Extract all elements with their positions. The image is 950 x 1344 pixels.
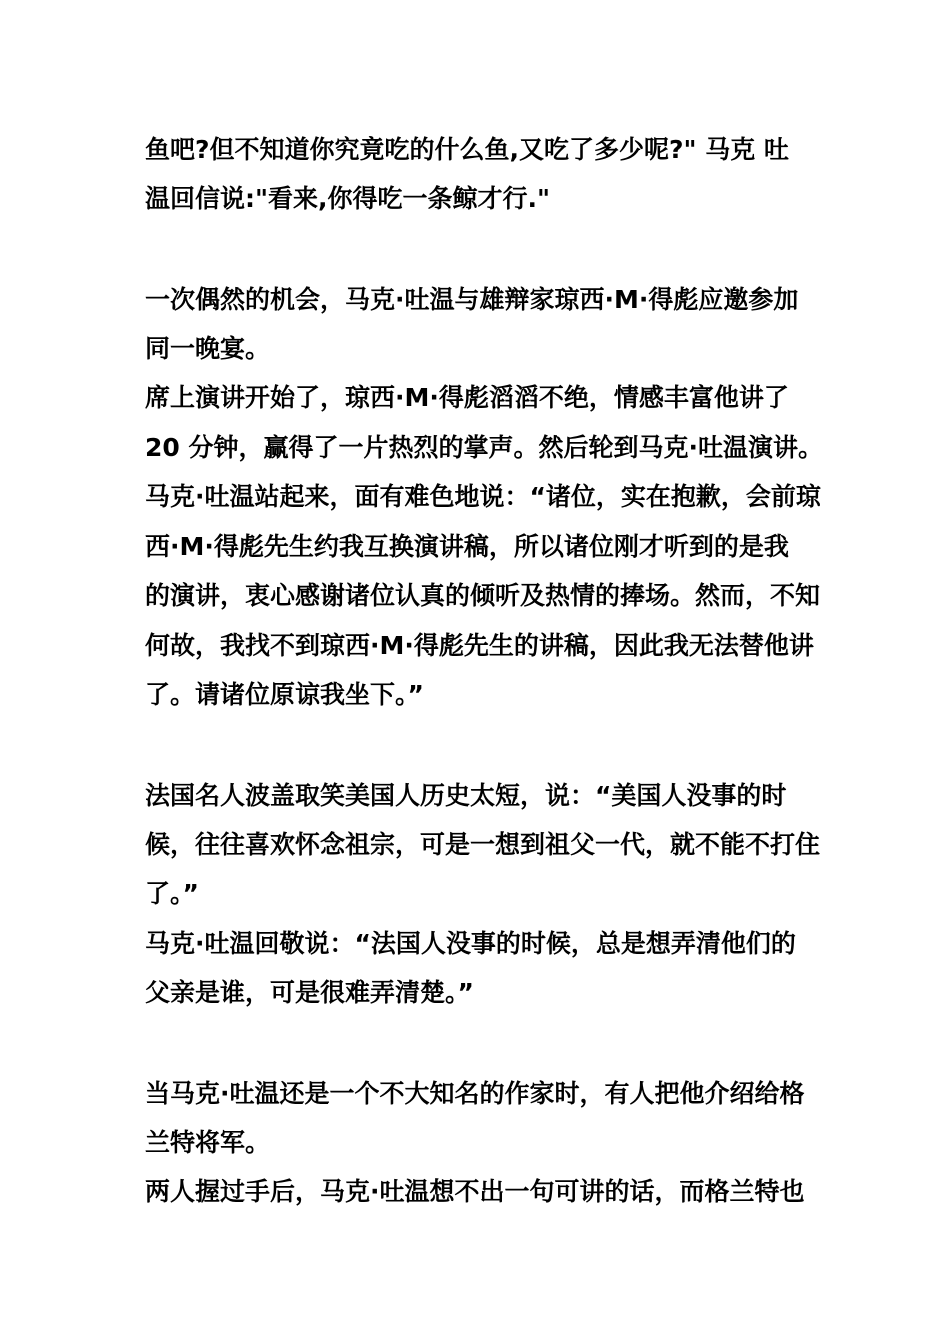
text-line: 法国名人波盖取笑美国人历史太短，说：“美国人没事的时 [145,781,787,810]
text-line: 两人握过手后，马克·吐温想不出一句可讲的话，而格兰特也 [145,1177,805,1206]
text-line: 西·M·得彪先生约我互换演讲稿，所以诸位刚才听到的是我 [145,532,789,561]
text-line: 何故，我找不到琼西·M·得彪先生的讲稿，因此我无法替他讲 [145,631,814,660]
text-line: 鱼吧?但不知道你究竟吃的什么鱼,又吃了多少呢?" 马克 吐 [145,135,789,164]
text-line: 马克·吐温回敬说：“法国人没事的时候，总是想弄清他们的 [145,929,796,958]
text-line: 20 分钟，赢得了一片热烈的掌声。然后轮到马克·吐温演讲。 [145,433,823,462]
text-line: 马克·吐温站起来，面有难色地说：“诸位，实在抱歉，会前琼 [145,482,821,511]
text-line: 温回信说:"看来,你得吃一条鲸才行." [145,184,551,213]
text-line: 了。请诸位原谅我坐下。” [145,680,424,709]
text-line: 兰特将军。 [145,1128,271,1157]
text-line: 候，往往喜欢怀念祖宗，可是一想到祖父一代，就不能不打住 [145,830,821,859]
text-line: 一次偶然的机会，马克·吐温与雄辩家琼西·M·得彪应邀参加 [145,285,799,314]
text-line: 同一晚宴。 [145,334,271,363]
text-line: 席上演讲开始了，琼西·M·得彪滔滔不绝，情感丰富他讲了 [145,383,789,412]
text-line: 当马克·吐温还是一个不大知名的作家时，有人把他介绍给格 [145,1079,805,1108]
text-line: 父亲是谁，可是很难弄清楚。” [145,978,474,1007]
text-line: 了。” [145,879,199,908]
text-line: 的演讲，衷心感谢诸位认真的倾听及热情的捧场。然而，不知 [145,581,821,610]
